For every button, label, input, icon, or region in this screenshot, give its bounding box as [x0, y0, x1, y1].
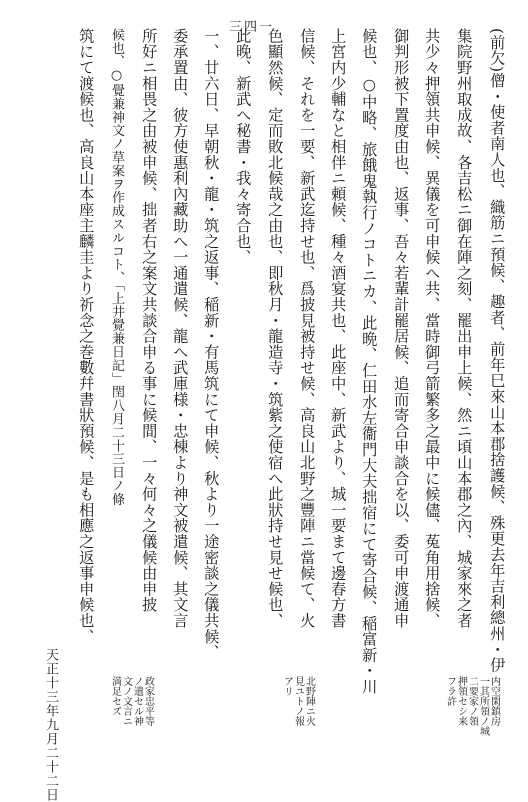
text-line: 上宮内少輔なと相伴ニ頼候、種々酒宴共也、此座中、新武より、城一要まて邊春方書 — [329, 28, 348, 629]
text-line: 委承置由、彼方使惠利內藏助へ一通遣候、龍へ武庫様・忠棟より神文被遣候、其文言 — [171, 28, 190, 629]
head-note-line: 政家忠平等 — [142, 676, 154, 726]
text-line: 候也、○中略、旅餓鬼執行ノコトニカ、此晩、仁田水左衞門大夫拙宿にて寄合候、稲富新・川 — [360, 28, 379, 695]
head-note-line: 見ユトノ報 — [292, 676, 304, 726]
head-note-line: 一其所領ノ城 — [477, 676, 489, 736]
head-note-line: 文ノ文言ニ — [120, 676, 132, 726]
text-line: 筑にて渡候也、高良山本座主麟圭より祈念之巻數幷書狀預候、是も相應之返事申候也、 — [77, 28, 96, 645]
text-line: 信候、それを一要、新武迄持せ也、爲披見被持せ候、高良山北野之豐陣ニ當候て、火 — [298, 28, 317, 629]
head-note-line: フラ許 — [444, 676, 456, 706]
head-note-line: 内空閑鎮房 — [488, 676, 500, 726]
head-note-line: 二要家ノ領 — [466, 676, 478, 726]
head-note-line: 北野陣ニ火 — [303, 676, 315, 726]
text-line: 御判形被下置度由也、返事、吾々若輩計罷居候、追而寄合申談合を以、委可申渡通申 — [392, 28, 411, 629]
head-note-line: 押領セシ来 — [455, 676, 467, 726]
text-line: 一、廿六日、早朝秋・龍・筑之返事、稲新・有馬筑にて申候、秋より一途密談之儀共候、 — [202, 28, 221, 660]
head-note-line: 満足セズ — [109, 676, 121, 716]
date-line: 天正十三年九月二十二日 — [43, 648, 58, 802]
text-line: 集院野州取成故、各吉松ニ御在陣之刻、罷出申上候、然ニ頃山本郡之內、城家來之者 — [455, 28, 474, 629]
head-note-line: アリ — [281, 676, 293, 696]
text-line: (前欠)僧・使者南人也、織筋ニ預候、趣者、前年巳來山本郡捨護候、殊更去年吉利總州・伊 — [488, 28, 507, 674]
text-line: 所好ニ相畏之由被申候、拙者右之案文共談合申る事に候間、一々何々之儀候由申披 — [140, 28, 159, 613]
text-line: 候也、○覺兼神文ノ草案ヲ作成スルコト、「上井覺兼日記」閏八月二十三日ノ條 — [109, 28, 124, 506]
head-note-line: ノ遺セル神 — [131, 676, 143, 726]
page-number: 三四一 — [229, 20, 275, 35]
text-line: 此晚、新武へ秘書・我々寄合也、 — [234, 28, 253, 265]
text-line: 色顯然候、定而敗北候哉之由也、即秋月・龍造寺・筑紫之使宿へ此狀持せ見せ候也、 — [266, 28, 285, 629]
text-line: 共少々押領共申候、異儀を可申候へ共、當時御弓箭繁多之最中に候儘、菟角用捨候、 — [423, 28, 442, 629]
